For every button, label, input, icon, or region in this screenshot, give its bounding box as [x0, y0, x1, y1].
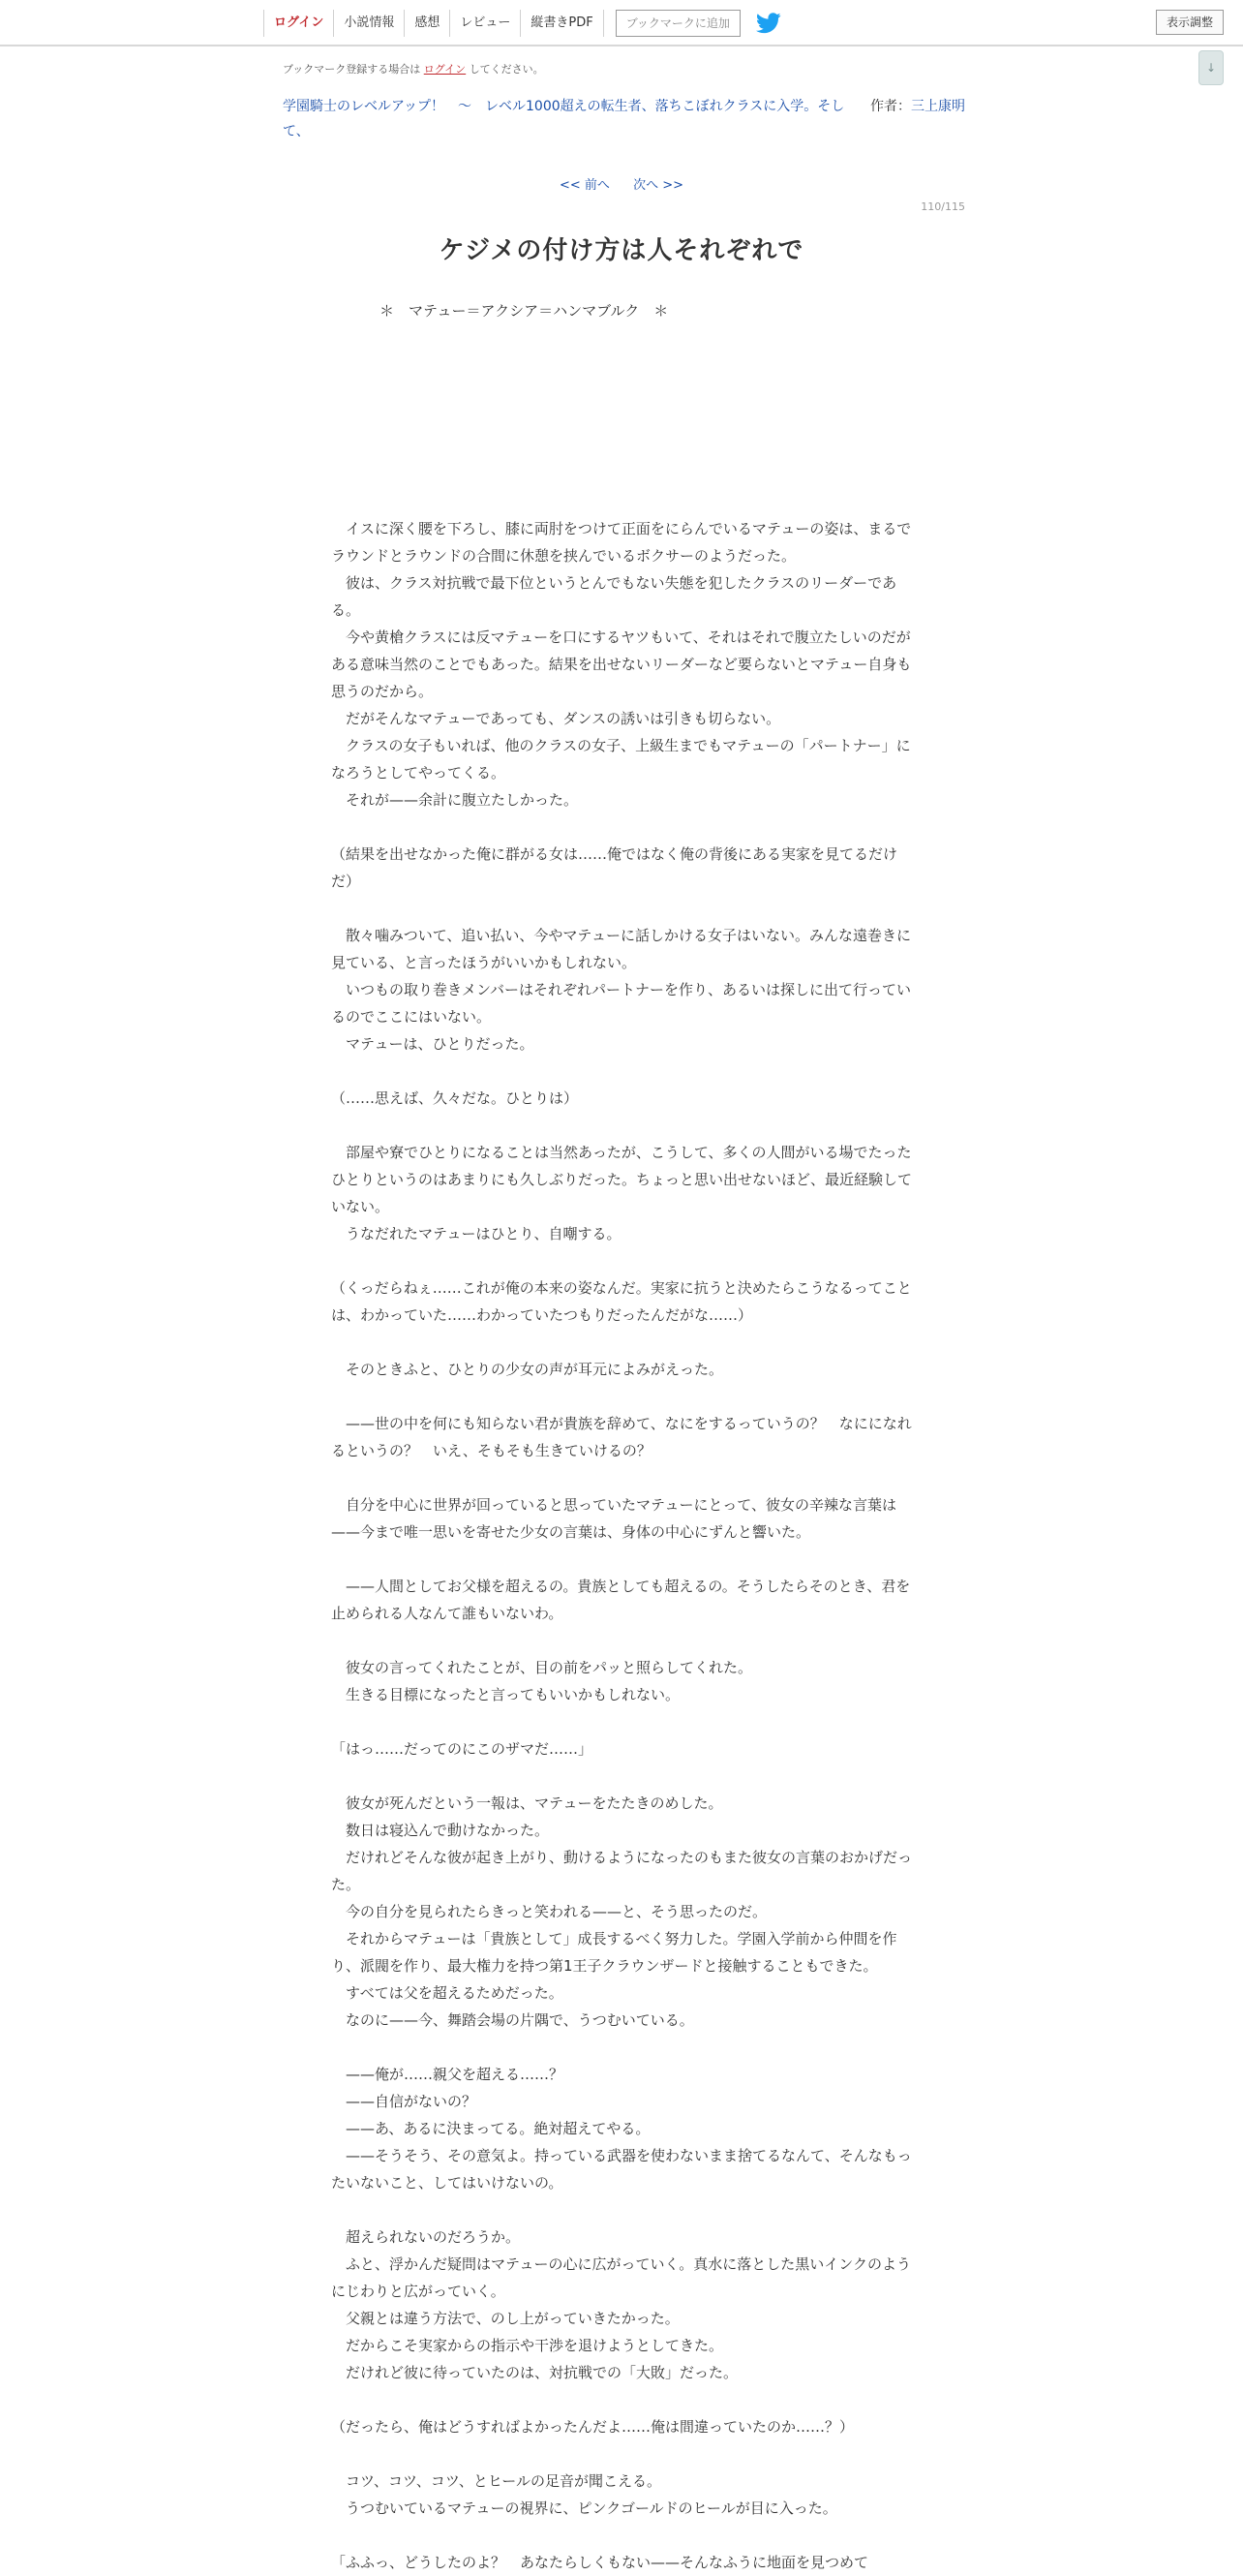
body-paragraph: クラスの女子もいれば、他のクラスの女子、上級生までもマテューの「パートナー」になろうとしてやってくる。: [331, 737, 911, 782]
body-paragraph: ——俺が……親父を超える……？: [331, 2066, 564, 2083]
add-bookmark-button[interactable]: ブックマークに追加: [616, 10, 741, 37]
display-settings-button[interactable]: 表示調整: [1156, 10, 1224, 35]
body-paragraph: ふと、浮かんだ疑問はマテューの心に広がっていく。真水に落とした黒いインクのようにじわりと広がっていく。: [331, 2255, 911, 2300]
body-paragraph: [331, 2386, 912, 2413]
body-paragraph: [331, 1112, 912, 1139]
body-paragraph: 生きる目標になったと言ってもいいかもしれない。: [331, 1686, 681, 1703]
scroll-down-icon[interactable]: ↓: [1198, 50, 1224, 85]
body-paragraph: それからマテューは「貴族として」成長するべく努力した。学園入学前から仲間を作り、派閥を作り、最大権力を持つ第1王子クラウンザードと接触することもできた。: [331, 1930, 897, 1975]
nav-login[interactable]: ログイン: [263, 10, 333, 37]
chapter-preface: ＊ マテュー＝アクシア＝ハンマブルク ＊: [379, 302, 669, 320]
author-link[interactable]: 三上康明: [911, 99, 965, 114]
body-paragraph: ——自信がないの？: [331, 2093, 477, 2110]
author-info: [870, 94, 965, 119]
login-notice: [283, 61, 544, 77]
nav-impressions[interactable]: 感想: [404, 10, 449, 37]
prev-chapter-link[interactable]: << 前へ: [560, 178, 610, 193]
body-paragraph: （くっだらねぇ……これが俺の本来の姿なんだ。実家に抗うと決めたらこうなるってことは、わかっていた……わかっていたつもりだったんだがな……）: [331, 1279, 912, 1324]
body-paragraph: 「はっ……だってのにこのザマだ……」: [331, 1740, 593, 1758]
body-paragraph: だけれど彼に待っていたのは、対抗戦での「大敗」だった。: [331, 2364, 739, 2381]
body-paragraph: （……思えば、久々だな。ひとりは）: [331, 1089, 579, 1107]
body-paragraph: だからこそ実家からの指示や干渉を退けようとしてきた。: [331, 2337, 724, 2354]
login-notice-text-after: してください。: [469, 63, 544, 76]
body-paragraph: うつむいているマテューの視界に、ピンクゴールドのヒールが目に入った。: [331, 2499, 837, 2517]
body-paragraph: 父親とは違う方法で、のし上がっていきたかった。: [331, 2310, 680, 2327]
nav-vertical-pdf[interactable]: 縦書きPDF: [520, 10, 603, 37]
body-paragraph: 「ふふっ、どうしたのよ？ あなたらしくもない——そんなふうに地面を見つめて: [331, 2554, 869, 2571]
body-paragraph: [331, 1058, 912, 1085]
next-chapter-link[interactable]: 次へ >>: [633, 178, 683, 193]
body-paragraph: [331, 461, 912, 488]
author-label: 作者：: [870, 99, 911, 114]
body-paragraph: [331, 2034, 912, 2061]
body-paragraph: ——人間としてお父様を超えるの。貴族としても超えるの。そうしたらそのとき、君を止められる人なんて誰もいないわ。: [331, 1578, 911, 1622]
body-paragraph: [331, 1546, 912, 1573]
body-paragraph: イスに深く腰を下ろし、膝に両肘をつけて正面をにらんでいるマテューの姿は、まるでラウンドとラウンドの合間に休憩を挟んでいるボクサーのようだった。: [331, 520, 912, 565]
main-nav: [263, 10, 781, 37]
body-paragraph: 今の自分を見られたらきっと笑われる——と、そう思ったのだ。: [331, 1903, 768, 1920]
login-notice-text: ブックマーク登録する場合は: [283, 63, 421, 76]
body-paragraph: [331, 1329, 912, 1356]
chapter-pager: [0, 174, 1243, 193]
body-paragraph: ——世の中を何にも知らない君が貴族を辞めて、なにをするっていうの？ なにになれるというの？ いえ、そもそも生きていけるの？: [331, 1415, 912, 1459]
body-paragraph: [331, 1464, 912, 1491]
body-paragraph: [331, 1763, 912, 1790]
body-paragraph: [331, 2522, 912, 2549]
body-paragraph: 散々噛みついて、追い払い、今やマテューに話しかける女子はいない。みんな遠巻きに見ている、と言ったほうがいいかもしれない。: [331, 927, 911, 971]
body-paragraph: それが——余計に腹立たしかった。: [331, 791, 579, 809]
body-paragraph: 今や黄槍クラスには反マテューを口にするヤツもいて、それはそれで腹立たしいのだがある意味当然のことでもあった。結果を出せないリーダーなど要らないとマテュー自身も思うのだから。: [331, 629, 912, 700]
body-paragraph: [331, 434, 912, 461]
body-paragraph: （だったら、俺はどうすればよかったんだよ……俺は間違っていたのか……？）: [331, 2418, 855, 2436]
nav-review[interactable]: レビュー: [449, 10, 520, 37]
body-paragraph: [331, 407, 912, 434]
body-paragraph: 彼は、クラス対抗戦で最下位というとんでもない失態を犯したクラスのリーダーである。: [331, 574, 897, 619]
body-paragraph: うなだれたマテューはひとり、自嘲する。: [331, 1225, 622, 1242]
body-paragraph: コツ、コツ、コツ、とヒールの足音が聞こえる。: [331, 2472, 661, 2490]
body-paragraph: [331, 1627, 912, 1654]
login-notice-link[interactable]: ログイン: [423, 63, 467, 76]
body-paragraph: なのに——今、舞踏会場の片隅で、うつむいている。: [331, 2011, 694, 2029]
body-paragraph: マテューは、ひとりだった。: [331, 1035, 534, 1053]
chapter-body: [331, 407, 912, 2576]
body-paragraph: [331, 1383, 912, 1410]
body-paragraph: 超えられないのだろうか。: [331, 2228, 521, 2246]
body-paragraph: 部屋や寮でひとりになることは当然あったが、こうして、多くの人間がいる場でたったひとりというのはあまりにも久しぶりだった。ちょっと思い出せないほど、最近経験していない。: [331, 1144, 913, 1215]
body-paragraph: [331, 1708, 912, 1735]
body-paragraph: そのときふと、ひとりの少女の声が耳元によみがえった。: [331, 1361, 724, 1378]
chapter-number: 110/115: [921, 200, 965, 213]
body-paragraph: [331, 895, 912, 922]
body-paragraph: 彼女の言ってくれたことが、目の前をパッと照らしてくれた。: [331, 1659, 753, 1676]
body-paragraph: [331, 2196, 912, 2223]
body-paragraph: 彼女が死んだという一報は、マテューをたたきのめした。: [331, 1794, 723, 1812]
body-paragraph: すべては父を超えるためだった。: [331, 1984, 563, 2002]
chapter-title: ケジメの付け方は人それぞれで: [439, 236, 804, 265]
body-paragraph: 自分を中心に世界が回っていると思っていたマテューにとって、彼女の辛辣な言葉は——今まで唯一思いを寄せた少女の言葉は、身体の中心にずんと響いた。: [331, 1496, 896, 1541]
top-navigation-bar: [0, 0, 1243, 46]
body-paragraph: ——あ、あるに決まってる。絶対超えてやる。: [331, 2120, 651, 2137]
body-paragraph: [331, 1247, 912, 1274]
body-paragraph: だけれどそんな彼が起き上がり、動けるようになったのもまた彼女の言葉のおかげだった。: [331, 1849, 913, 1893]
body-paragraph: [331, 488, 912, 515]
body-paragraph: [331, 2440, 912, 2468]
body-paragraph: ——そうそう、その意気よ。持っている武器を使わないまま捨てるなんて、そんなもったいないこと、してはいけないの。: [331, 2147, 912, 2192]
nav-novel-info[interactable]: 小説情報: [333, 10, 404, 37]
series-header: [283, 94, 965, 144]
body-paragraph: 数日は寝込んで動けなかった。: [331, 1822, 550, 1839]
series-title-link[interactable]: 学園騎士のレベルアップ！ 〜 レベル1000超えの転生者、落ちこぼれクラスに入学。そして、: [283, 99, 845, 139]
body-paragraph: [331, 813, 912, 841]
body-paragraph: いつもの取り巻きメンバーはそれぞれパートナーを作り、あるいは探しに出て行っているのでここにはいない。: [331, 981, 911, 1026]
twitter-bird-icon[interactable]: [756, 13, 781, 34]
body-paragraph: だがそんなマテューであっても、ダンスの誘いは引きも切らない。: [331, 710, 781, 727]
body-paragraph: （結果を出せなかった俺に群がる女は……俺ではなく俺の背後にある実家を見てるだけだ）: [331, 845, 898, 890]
